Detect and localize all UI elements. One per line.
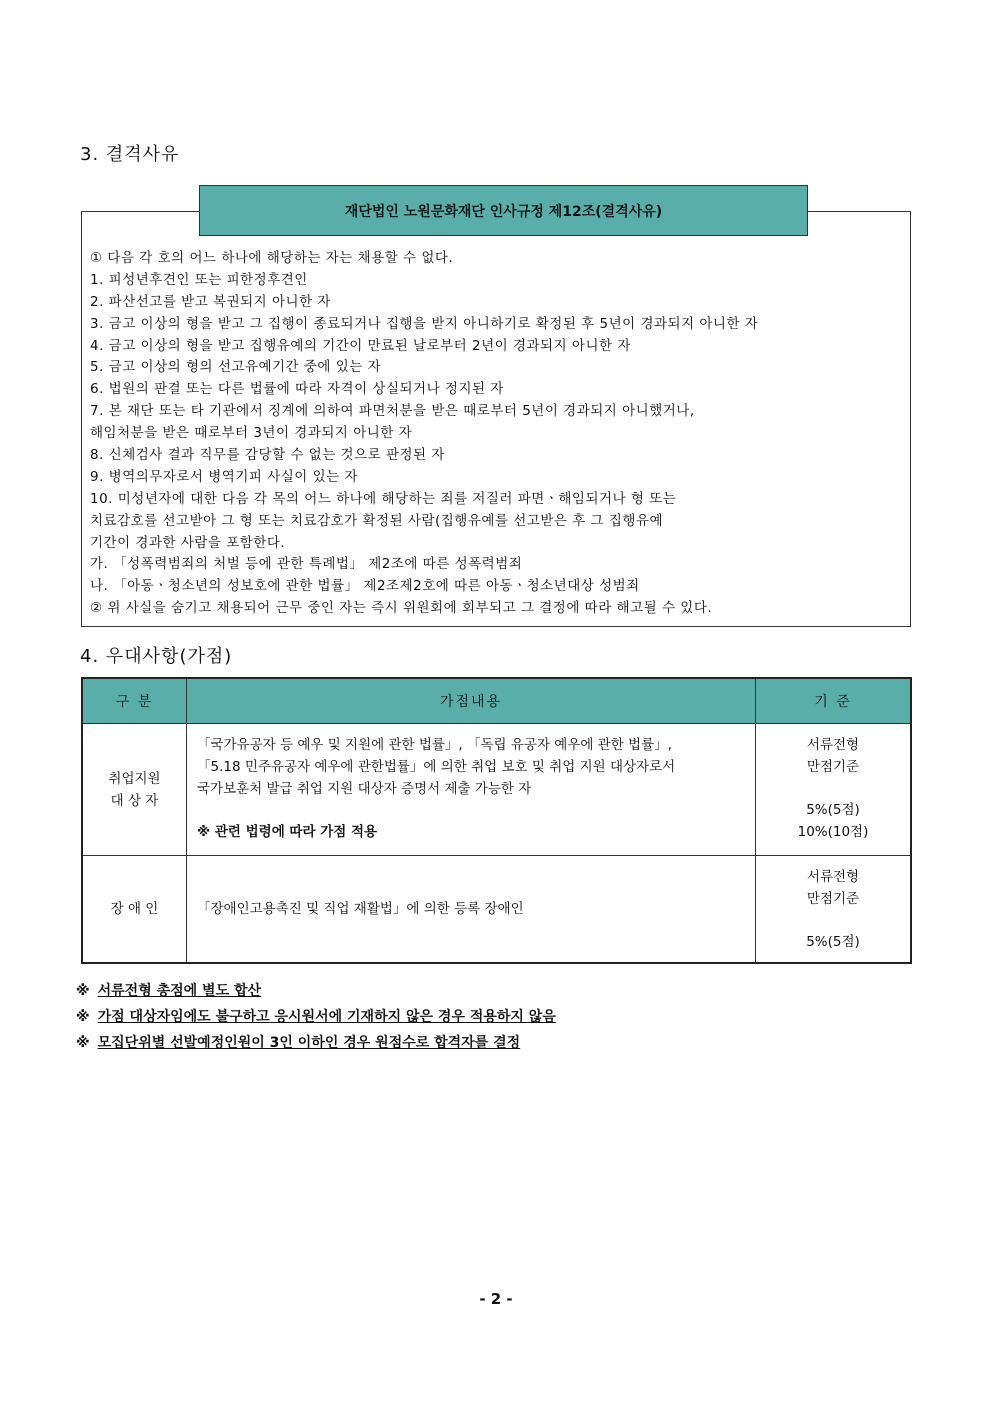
criteria-line: 만점기준 bbox=[806, 759, 860, 775]
rule-line: 나. 「아동ㆍ청소년의 성보호에 관한 법률」 제2조제2호에 따른 아동ㆍ청소년대상 성범죄 bbox=[90, 578, 640, 595]
category-line: 대 상 자 bbox=[110, 792, 159, 809]
rule-line: 7. 본 재단 또는 타 기관에서 징계에 의하여 파면처분을 받은 때로부터 5년이 경과되지 아니했거나, bbox=[90, 403, 695, 420]
content-line: 「국가유공자 등 예우 및 지원에 관한 법률」, 「독립 유공자 예우에 관한 법률」, bbox=[197, 737, 672, 753]
page-number: - 2 - bbox=[479, 1290, 513, 1308]
rule-line: 4. 금고 이상의 형을 받고 집행유예의 기간이 만료된 날로부터 2년이 경과되지 아니한 자 bbox=[90, 337, 631, 354]
row2-category: 장 애 인 bbox=[82, 856, 187, 964]
row1-criteria bbox=[756, 724, 912, 856]
section-4-title: 4. 우대사항(가점) bbox=[80, 646, 233, 667]
content-line: 「장애인고용촉진 및 직업 재활법」에 의한 등록 장애인 bbox=[197, 901, 524, 917]
content-line: 국가보훈처 발급 취업 지원 대상자 증명서 제출 가능한 자 bbox=[197, 781, 532, 797]
note-item bbox=[76, 1030, 556, 1056]
note-text: 서류전형 총점에 별도 합산 bbox=[97, 983, 262, 999]
rule-line: 치료감호를 선고받아 그 형 또는 치료감호가 확정된 사람(집행유예를 선고받은 후 그 집행유예 bbox=[90, 512, 664, 529]
content-note: ※ 관련 법령에 따라 가점 적용 bbox=[197, 824, 378, 840]
section-3-title: 3. 결격사유 bbox=[80, 144, 180, 165]
note-item bbox=[76, 1004, 556, 1030]
rule-line: 가. 「성폭력범죄의 처벌 등에 관한 특례법」 제2조에 따른 성폭력범죄 bbox=[90, 556, 523, 573]
note-text: 가점 대상자임에도 불구하고 응시원서에 기재하지 않은 경우 적용하지 않음 bbox=[97, 1009, 556, 1025]
rule-line: 해임처분을 받은 때로부터 3년이 경과되지 아니한 자 bbox=[90, 425, 413, 442]
rule-header: 재단법인 노원문화재단 인사규정 제12조(결격사유) bbox=[199, 185, 808, 236]
table-header-row bbox=[82, 678, 911, 724]
criteria-line: 서류전형 bbox=[806, 737, 860, 753]
note-text: 모집단위별 선발예정인원이 3인 이하인 경우 원점수로 합격자를 결정 bbox=[97, 1035, 521, 1051]
rule-line: 1. 피성년후견인 또는 피한정후견인 bbox=[90, 271, 308, 288]
rule-line: 2. 파산선고를 받고 복권되지 아니한 자 bbox=[90, 293, 331, 310]
row1-category bbox=[82, 724, 187, 856]
criteria-line: 만점기준 bbox=[806, 890, 860, 907]
rule-line: 3. 금고 이상의 형을 받고 그 집행이 종료되거나 집행을 받지 아니하기로 확정된 후 5년이 경과되지 아니한 자 bbox=[90, 315, 759, 332]
rule-line: 기간이 경과한 사람을 포함한다. bbox=[90, 534, 286, 551]
note-mark: ※ bbox=[76, 1009, 90, 1025]
criteria-line: 5%(5점) bbox=[806, 802, 860, 818]
header-category: 구 분 bbox=[82, 678, 187, 724]
rule-lines bbox=[90, 248, 910, 620]
rule-line: 9. 병역의무자로서 병역기피 사실이 있는 자 bbox=[90, 468, 359, 485]
rule-line: ① 다음 각 호의 어느 하나에 해당하는 자는 채용할 수 없다. bbox=[90, 250, 454, 266]
note-mark: ※ bbox=[76, 983, 90, 999]
row1-content bbox=[187, 724, 756, 856]
table-row bbox=[82, 724, 911, 856]
rule-line: 5. 금고 이상의 형의 선고유예기간 중에 있는 자 bbox=[90, 359, 382, 376]
category-line: 취업지원 bbox=[108, 770, 161, 787]
rule-line: 6. 법원의 판결 또는 다른 법률에 따라 자격이 상실되거나 정지된 자 bbox=[90, 381, 504, 398]
criteria-line: 서류전형 bbox=[806, 868, 860, 885]
content-line: 「5.18 민주유공자 예우에 관한법률」에 의한 취업 보호 및 취업 지원 대상자로서 bbox=[197, 759, 676, 775]
criteria-line: 5%(5점) bbox=[806, 933, 860, 950]
rule-line: ② 위 사실을 숨기고 채용되어 근무 중인 자는 즉시 위원회에 회부되고 그 결정에 따라 해고될 수 있다. bbox=[90, 600, 713, 617]
note-item bbox=[76, 978, 556, 1004]
rule-line: 10. 미성년자에 대한 다음 각 목의 어느 하나에 해당하는 죄를 저질러 파면ㆍ해임되거나 형 또는 bbox=[90, 490, 677, 507]
table-row bbox=[82, 856, 911, 964]
bonus-table bbox=[81, 677, 912, 964]
note-mark: ※ bbox=[76, 1035, 90, 1051]
header-criteria: 기 준 bbox=[756, 678, 912, 724]
rule-line: 8. 신체검사 결과 직무를 감당할 수 없는 것으로 판정된 자 bbox=[90, 447, 445, 464]
criteria-line: 10%(10점) bbox=[797, 824, 869, 840]
header-content: 가점내용 bbox=[187, 678, 756, 724]
notes-list bbox=[76, 978, 556, 1056]
row2-criteria bbox=[756, 856, 912, 964]
row2-content bbox=[187, 856, 756, 964]
